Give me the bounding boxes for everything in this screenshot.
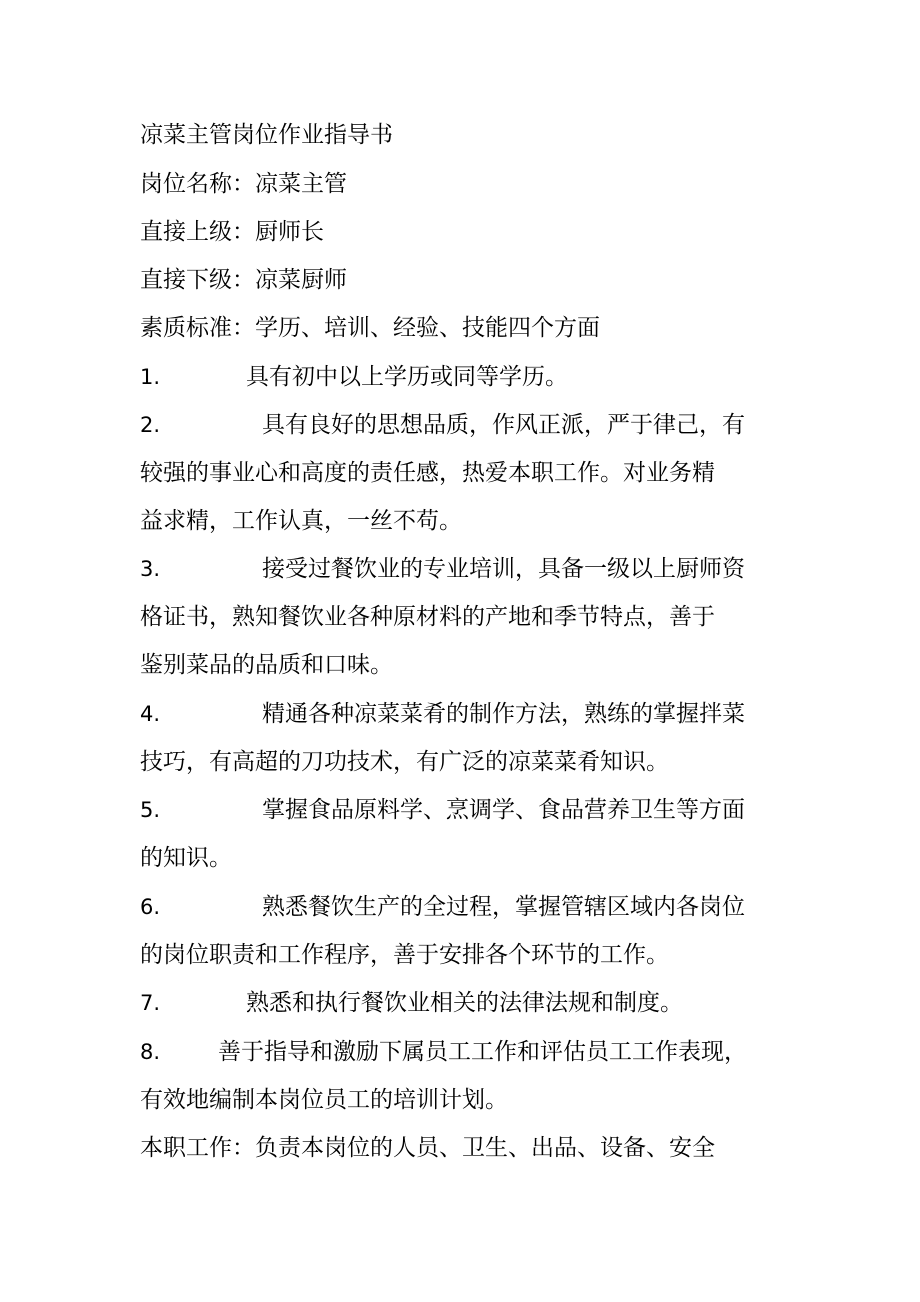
item-number: 6. — [140, 895, 161, 919]
item-number: 2. — [140, 413, 161, 437]
item-number: 8. — [140, 1040, 161, 1064]
document-title: 凉菜主管岗位作业指导书 — [140, 122, 393, 148]
item-text-line: 熟悉和执行餐饮业相关的法律法规和制度。 — [246, 990, 683, 1016]
item-text-line: 的知识。 — [140, 845, 232, 871]
item-text-line: 精通各种凉菜菜肴的制作方法，熟练的掌握拌菜 — [262, 701, 745, 727]
item-text-line: 熟悉餐饮生产的全过程，掌握管辖区域内各岗位 — [262, 894, 745, 920]
item-text-line: 有效地编制本岗位员工的培训计划。 — [140, 1087, 508, 1113]
item-text-line: 鉴别菜品的品质和口味。 — [140, 652, 393, 678]
item-number: 5. — [140, 798, 161, 822]
item-text-line: 较强的事业心和高度的责任感，热爱本职工作。对业务精 — [140, 460, 715, 486]
field-direct-subordinate: 直接下级：凉菜厨师 — [140, 267, 347, 293]
item-number: 4. — [140, 702, 161, 726]
item-text-line: 益求精，工作认真，一丝不苟。 — [140, 508, 462, 534]
item-text-line: 具有初中以上学历或同等学历。 — [246, 364, 568, 390]
field-quality-standard: 素质标准：学历、培训、经验、技能四个方面 — [140, 315, 600, 341]
item-text-line: 技巧，有高超的刀功技术，有广泛的凉菜菜肴知识。 — [140, 749, 669, 775]
item-text-line: 善于指导和激励下属员工工作和评估员工工作表现， — [218, 1039, 747, 1065]
item-text-line: 的岗位职责和工作程序，善于安排各个环节的工作。 — [140, 942, 669, 968]
item-number: 1. — [140, 365, 161, 389]
item-number: 3. — [140, 557, 161, 581]
item-text-line: 格证书，熟知餐饮业各种原材料的产地和季节特点，善于 — [140, 604, 715, 630]
field-core-duties: 本职工作：负责本岗位的人员、卫生、出品、设备、安全 — [140, 1135, 715, 1161]
field-direct-superior: 直接上级：厨师长 — [140, 219, 324, 245]
item-number: 7. — [140, 991, 161, 1015]
field-position-name: 岗位名称：凉菜主管 — [140, 171, 347, 197]
item-text-line: 掌握食品原料学、烹调学、食品营养卫生等方面 — [262, 797, 745, 823]
item-text-line: 具有良好的思想品质，作风正派，严于律己，有 — [262, 412, 745, 438]
item-text-line: 接受过餐饮业的专业培训，具备一级以上厨师资 — [262, 556, 745, 582]
